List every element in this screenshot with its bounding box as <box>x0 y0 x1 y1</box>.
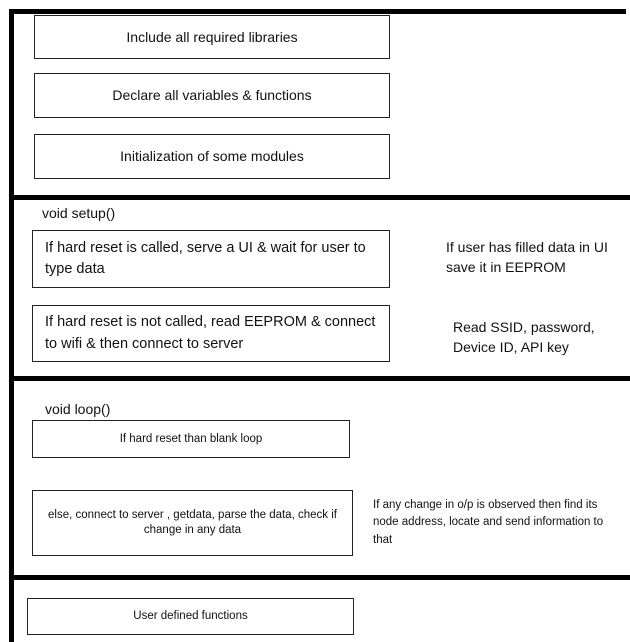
initialization-box: Initialization of some modules <box>34 134 390 179</box>
save-eeprom-note: If user has filled data in UI save it in EEPROM <box>446 239 608 276</box>
hard-reset-not-called-box: If hard reset is not called, read EEPROM & connect to wifi & then connect to server <box>32 305 390 362</box>
setup-heading: void setup() <box>42 205 116 221</box>
include-libraries-box: Include all required libraries <box>34 15 390 59</box>
loop-heading: void loop() <box>45 401 111 417</box>
else-connect-box: else, connect to server , getdata, parse the data, check if change in any data <box>32 490 353 556</box>
section-divider-setup <box>9 195 630 200</box>
section-divider-loop <box>9 376 630 381</box>
section-divider-user <box>9 575 630 580</box>
user-defined-functions-box: User defined functions <box>27 598 354 635</box>
declare-variables-box: Declare all variables & functions <box>34 73 390 118</box>
blank-loop-box: If hard reset than blank loop <box>32 420 350 458</box>
hard-reset-called-box: If hard reset is called, serve a UI & wait for user to type data <box>32 230 390 288</box>
change-observed-note: If any change in o/p is observed then find its node address, locate and send information to that <box>373 499 604 546</box>
read-credentials-note: Read SSID, password, Device ID, API key <box>453 319 595 356</box>
